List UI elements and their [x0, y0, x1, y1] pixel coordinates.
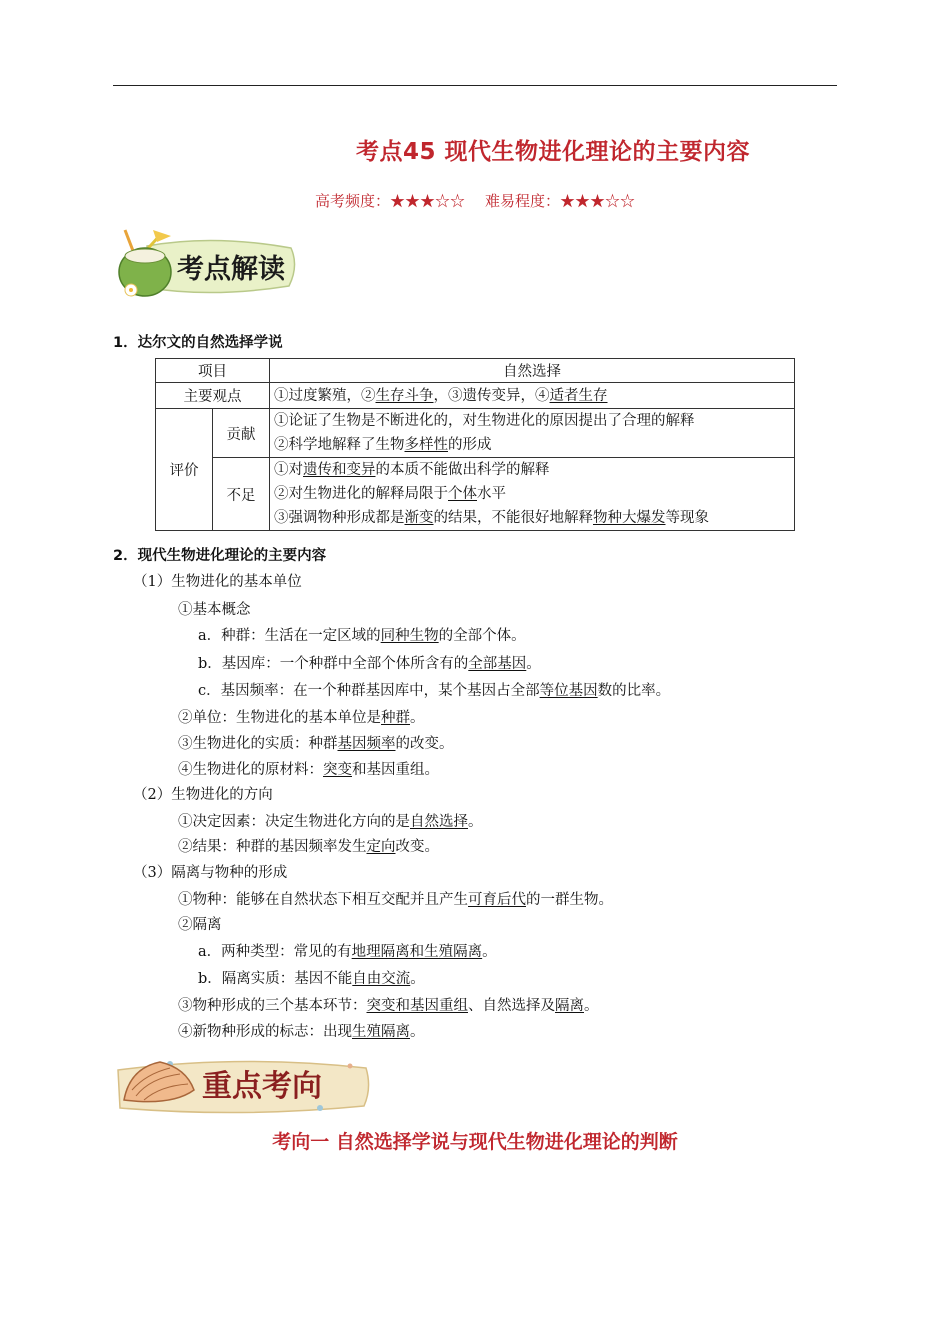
frequency-label: 高考频度：	[314, 192, 390, 210]
section-subheading: 考向一 自然选择学说与现代生物进化理论的判断	[272, 1131, 678, 1153]
frequency-stars: ★★★☆☆	[389, 192, 465, 210]
list-item: ①决定因素：决定生物进化方向的是自然选择。	[178, 814, 483, 830]
zhongdian-banner	[110, 1048, 372, 1120]
difficulty-label: 难易程度：	[485, 192, 561, 210]
kaodian-banner-text: 考点解读	[177, 254, 285, 285]
shortcoming-content: ①对遗传和变异的本质不能做出科学的解释 ②对生物进化的解释局限于个体水平 ③强调物种形成都是渐变的结果，不能很好地解释物种大爆发等现象	[270, 458, 795, 531]
shortcoming-label: 不足	[213, 458, 270, 531]
list-item: ④生物进化的原材料：突变和基因重组。	[178, 762, 439, 778]
contribution-content: ①论证了生物是不断进化的，对生物进化的原因提出了合理的解释 ②科学地解释了生物多样性的形成	[270, 409, 795, 458]
list-item: c．基因频率：在一个种群基因库中，某个基因占全部等位基因数的比率。	[198, 683, 671, 699]
list-item: a．两种类型：常见的有地理隔离和生殖隔离。	[198, 944, 497, 960]
contribution-label: 贡献	[213, 409, 270, 458]
list-item: ①物种：能够在自然状态下相互交配并且产生可育后代的一群生物。	[178, 892, 613, 908]
evaluation-label: 评价	[156, 409, 213, 531]
list-item: a．种群：生活在一定区域的同种生物的全部个体。	[198, 628, 526, 644]
list-item: （2）生物进化的方向	[133, 787, 273, 803]
list-item: b．隔离实质：基因不能自由交流。	[198, 971, 425, 987]
list-item: （3）隔离与物种的形成	[133, 865, 288, 881]
zhongdian-banner-text: 重点考向	[202, 1069, 322, 1104]
list-item: ②结果：种群的基因频率发生定向改变。	[178, 839, 439, 855]
list-item: ②隔离	[178, 917, 222, 933]
main-view-content: ①过度繁殖，②生存斗争，③遗传变异，④适者生存	[270, 383, 795, 409]
list-item: ①基本概念	[178, 602, 251, 618]
darwin-table	[155, 358, 795, 531]
list-item: b．基因库：一个种群中全部个体所含有的全部基因。	[198, 656, 541, 672]
kaodian-banner	[113, 226, 303, 304]
table-header-selection: 自然选择	[270, 359, 795, 383]
list-item: ④新物种形成的标志：出现生殖隔离。	[178, 1024, 425, 1040]
list-item: ③物种形成的三个基本环节：突变和基因重组、自然选择及隔离。	[178, 998, 599, 1014]
difficulty-line	[0, 190, 950, 211]
page-title: 考点45 现代生物进化理论的主要内容	[355, 139, 750, 165]
table-header-item: 项目	[156, 359, 270, 383]
difficulty-stars: ★★★☆☆	[560, 192, 636, 210]
header-rule	[113, 85, 837, 86]
list-item: （1）生物进化的基本单位	[133, 574, 302, 590]
section2-heading: 2．现代生物进化理论的主要内容	[113, 548, 327, 564]
main-view-label: 主要观点	[156, 383, 270, 409]
seashell-icon	[110, 1048, 372, 1120]
list-item: ②单位：生物进化的基本单位是种群。	[178, 710, 425, 726]
list-item: ③生物进化的实质：种群基因频率的改变。	[178, 736, 454, 752]
section1-heading: 1．达尔文的自然选择学说	[113, 335, 283, 351]
coconut-drink-icon	[113, 226, 303, 304]
